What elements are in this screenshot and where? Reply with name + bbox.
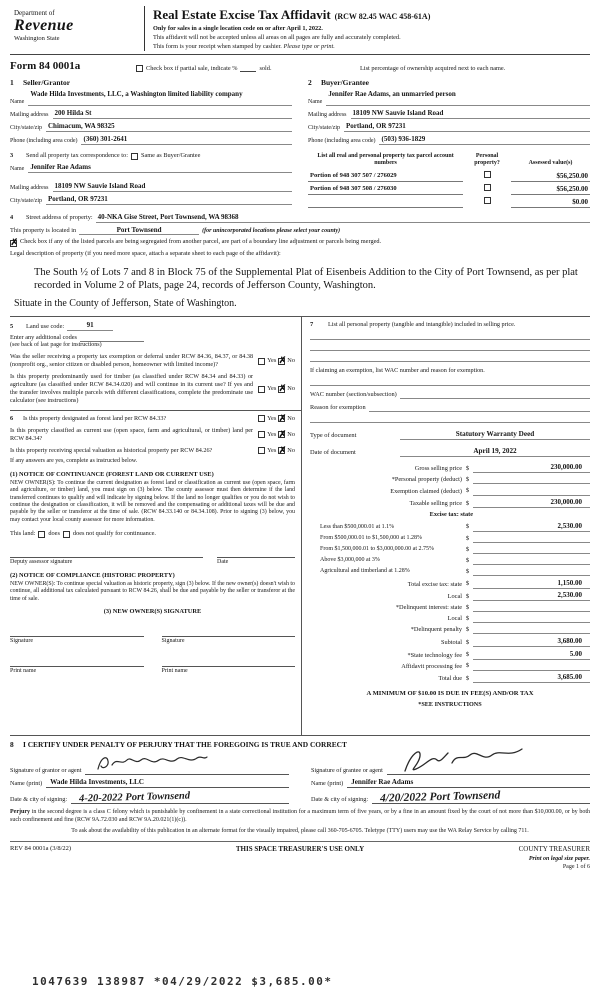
tax-tier-3-field[interactable] [473,545,590,554]
notice-compliance-body: NEW OWNER(S): To continue special valuation as historic property, sign (3) below. If the new owner(s) doesn't wish to continue, all additional tax calculated pursuant to RCW 84.26, shall be due and payable by the seller or transferor at the time of sale. [10,580,295,602]
same-as-buyer-checkbox[interactable] [131,153,138,160]
grantor-signature-icon [93,753,211,777]
tax-tier-2-field[interactable] [473,534,590,543]
exemption-claim-line[interactable] [310,376,590,386]
logo-department-of: Department of [14,9,55,17]
parcel-row [308,194,590,207]
grantor-signature-line [85,754,289,775]
delinquent-penalty-field[interactable] [473,626,590,635]
exemption-claim-label: If claiming an exemption, list WAC number and reason for exemption. [310,366,485,374]
signature-label: Signature [161,638,185,645]
new-owner-print-name-line-1[interactable] [10,659,144,667]
state-technology-fee-field[interactable]: 5.00 [473,650,590,660]
additional-codes-note: (see back of last page for instructions) [10,341,102,348]
buyer-grantee-section: 2 Buyer/Grantee Name Jennifer Rae Adams, an unmarried person Mailing address 18109 NW Sauvie Island Road City/state/zip Portland, OR 97231 Phone (including area code) (503) 936-1829 [308,78,590,145]
new-owner-signature-title: (3) NEW OWNER(S) SIGNATURE [103,608,202,616]
legal-size-note: Print on legal size paper. [528,855,590,862]
alternate-format-notice: To ask about the availability of this publication in an alternate format for the visually impaired, please call 360-705-6705. Teletype (TTY) users may use the WA Relay Service by calling 711. [71,827,529,834]
grantee-signature-line [387,754,590,775]
assessed-value-field[interactable]: $56,250.00 [511,168,590,181]
cashier-stamp: 1047639 138987 *04/29/2022 $3,685.00* [32,974,333,988]
personal-property-checkbox-3[interactable] [484,197,491,204]
correspondence-city-field[interactable]: Portland, OR 97231 [46,195,292,205]
new-owner-print-name-line-2[interactable] [162,659,296,667]
exemption-no-checkbox[interactable] [278,358,285,365]
assessed-value-column-header: Assessed value(s) [528,160,573,167]
logo-washington-state: Washington State [14,34,60,42]
exemption-yes-checkbox[interactable] [258,358,265,365]
exemption-question: Was the seller receiving a property tax exemption or deferral under RCW 84.36, 84.37, or 84.38 (nonprofit org., senior citizen or disabled person, homeowner with limited income)? [10,353,254,369]
parcel-number-field[interactable]: Portion of 948 307 508 / 276030 [308,181,463,194]
total-excise-local-field[interactable]: 2,530.00 [473,591,590,601]
type-of-document-field[interactable]: Statutory Warranty Deed [400,430,590,440]
excise-tax-state-header: Excise tax: state [429,511,473,519]
seller-name-field[interactable]: Wade Hilda Investments, LLC, a Washington limited liability company [28,90,292,106]
signature-label: Signature [10,638,33,645]
property-located-in-field[interactable]: Port Townsend [79,226,199,236]
legal-description: The South ½ of Lots 7 and 8 in Block 75 of the Supplemental Plat of Eisenbeis Addition to the City of Port Townsend, as per plat recorded in Volume 2 of Plats, page 24, records of Jefferson County, Washington. [34,266,578,292]
parcel-table-section [308,152,590,207]
header-note-1: Only for sales in a single location code on or after April 1, 2022. [153,24,323,32]
certify-statement: I CERTIFY UNDER PENALTY OF PERJURY THAT THE FOREGOING IS TRUE AND CORRECT [23,739,347,749]
unincorporated-note: (for unincorporated locations please select your county) [202,227,341,234]
county-treasurer-label: COUNTY TREASURER [518,844,590,853]
correspondence-mailing-field[interactable]: 18109 NW Sauvie Island Road [53,182,293,192]
grantee-printed-name-field[interactable]: Jennifer Rae Adams [347,778,590,788]
land-does-not-qualify-checkbox[interactable] [63,531,70,538]
parcel-table [308,153,590,207]
seller-mailing-address-field[interactable]: 200 Hilda St [53,109,293,119]
grantee-signature-block: Signature of grantee or agent Name (print) Jennifer Rae Adams Date & city of signing: 4/20/2022 Port Townsend [311,751,590,804]
form-number: Form 84 0001a [10,59,81,72]
buyer-name-field[interactable]: Jennifer Rae Adams, an unmarried person [326,90,590,106]
parcel-number-field[interactable] [308,194,463,207]
delinquent-interest-local-field[interactable] [473,615,590,624]
buyer-mailing-address-field[interactable]: 18109 NW Sauvie Island Road [351,109,591,119]
partial-sale-option: Check box if partial sale, indicate % sold. [136,65,352,73]
notice-continuance-title: (1) NOTICE OF CONTINUANCE (FOREST LAND OR CURRENT USE) [10,470,214,478]
deputy-assessor-signature-line[interactable] [10,550,203,558]
timber-no-checkbox[interactable] [278,386,285,393]
correspondence-and-parcels [10,152,590,207]
subtotal-field[interactable]: 3,680.00 [473,637,590,647]
assessed-value-field[interactable]: $56,250.00 [511,181,590,194]
property-location-section: 4 Street address of property: 40-NKA Gise Street, Port Townsend, WA 98368 This property is located in Port Townsend (for unincorporated locations please select your county) ✗ Check box if any of the listed parcels are being segregated from another parcel, are part of a boundary line adjustment or parcels being merged. Legal description of property (if you need more space, attach a separate sheet to each page of the affidavit): [10,213,590,258]
main-columns [10,316,590,736]
parcel-column-header: List all real and personal property tax parcel account numbers [317,153,454,167]
current-use-no-checkbox[interactable] [278,431,285,438]
personal-property-line-1[interactable] [310,330,590,340]
sections-5-6: 5 Land use code: 91 Enter any additional codes (see back of last page for instructions) Was the seller receiving a property tax exemption or deferral under RCW 84.36, 84.37, or 84.38 (nonprofit org., senior citizen or disabled person, homeowner with limited income)? Yes ✗ No Is this property predominantly used for timber (as classified under RCW 84.34 and 84.33) or agriculture (as classified under RCW 84.34.020) and will continue in its current use? If yes and the transfer involves multiple parcels with different classifications, complete the predominate use calculator (see instructions) Yes ✗ No 6 Is this property designated as forest land per RCW 84.33? Yes ✗ No Is this property classified as current use (open space, farm and agricultural, or timber) land per RCW 84.34? Yes ✗ No Is this property receiving special valuation as historical property per RCW 84.26? Yes ✗ No If any answers are yes, complete as instructed below. (1) NOTICE OF CONTINUANCE (FOREST LAND OR CURRENT USE) NEW OWNER(S): To continue the current designation as forest land or classification as current use (open space, farm and agriculture, or timber) land, you must sign on (3) below. The county assessor must then determine if the land transferred continues to qualify and will indicate by signing below. If the land no longer qualifies or you do not wish to continue the designation or classification, it will be removed and the compensating or additional taxes will be due and payable by the seller or transferor at the time of sale. (RCW 84.33.140 or 84.34.108). Prior to signing (3) below, you may contact your local county assessor for more information. This land: does does not qualify for continuance. Deputy assessor signature Date (2) NOTICE OF COMPLIANCE (HISTORIC PROPERTY) NEW OWNER(S): To continue special valuation as historic property, sign (3) below. If the new owner(s) doesn't wish to continue, all additional tax calculated pursuant to RCW 84.26, shall be due and payable by the seller or transferor at the time of sale. (3) NEW OWNER(S) SIGNATURE Signature Signature Print name Print name [10,317,302,735]
deputy-assessor-date-line[interactable] [217,550,295,558]
personal-property-checkbox-1[interactable] [484,171,491,178]
forest-yes-checkbox[interactable] [258,415,265,422]
seller-city-state-zip-field[interactable]: Chimacum, WA 98325 [46,122,292,132]
personal-property-label: List all personal property (tangible and intangible) included in selling price. [328,320,516,328]
section-divider [10,410,301,411]
logo-revenue: Revenue [14,16,74,34]
minimum-due-note: A MINIMUM OF $10.00 IS DUE IN FEE(S) AND/OR TAX [366,690,534,698]
dor-logo [10,6,136,51]
new-owner-signature-line-2[interactable] [162,629,296,637]
personal-property-column-header: Personal property? [474,153,500,167]
notice-compliance-title: (2) NOTICE OF COMPLIANCE (HISTORIC PROPERTY) [10,571,175,579]
seller-section-title: Seller/Grantor [23,77,71,87]
page-number: Page 1 of 6 [562,864,590,871]
gross-selling-price-field[interactable]: 230,000.00 [473,463,590,473]
footer [10,841,590,872]
forest-no-checkbox[interactable] [278,415,285,422]
affidavit-processing-fee-field[interactable] [473,662,590,671]
personal-property-line-2[interactable] [310,341,590,351]
taxable-selling-price-field[interactable]: 230,000.00 [473,498,590,508]
buyer-section-title: Buyer/Grantee [321,77,369,87]
title-rcw-reference: (RCW 82.45 WAC 458-61A) [334,12,431,21]
total-excise-state-field[interactable]: 1,150.00 [473,579,590,589]
tax-tier-1-field[interactable]: 2,530.00 [473,522,590,532]
additional-codes-field[interactable] [80,334,144,342]
if-yes-note: If any answers are yes, complete as instructed below. [10,457,138,464]
current-use-yes-checkbox[interactable] [258,431,265,438]
seller-phone-field[interactable]: (360) 301-2641 [81,135,292,145]
wac-number-field[interactable] [400,391,590,399]
situate-line: Situate in the County of Jefferson, State of Washington. [14,297,237,309]
land-use-code-field[interactable]: 91 [67,321,113,331]
personal-property-line-3[interactable] [310,352,590,362]
treasurer-space-label: THIS SPACE TREASURER'S USE ONLY [235,844,365,853]
grantor-signature-block: Signature of grantor or agent Name (print) Wade Hilda Investments, LLC Date & city of signing: 4-20-2022 Port Townsend [10,751,289,804]
print-name-label: Print name [161,667,188,674]
parties-section [10,78,590,145]
ownership-note: List percentage of ownership acquired next to each name. [360,64,506,72]
section-7: 7 List all personal property (tangible and intangible) included in selling price. If claiming an exemption, list WAC number and reason for exemption. WAC number (section/subsection) Reason for exemption Type of document Statutory Warranty Deed Date of document April 19, 2022 Gross selling price $ 230,000.00 *Personal property (deduct) $ Exemption claimed (deduct) $ Taxable selling price $ 230,000.00 Excise tax: state Less than $500,000.01 at 1.1% $ 2,530.00 From $500,000.01 to $1,500,000 at 1.28% $ From $1,500,000.01 to $3,000,000.00 at 2.75% $ Above $3,000,000 at 3% $ Agricultural and timberland at 1.28% $ Total excise tax: state $ 1,150.00 Local $ 2,530.00 *Delinquent interest: state $ Local $ *Delinquent penalty $ Subtotal $ 3,680.00 *State technology fee $ 5.00 Affidavit processing fee $ Total due $ 3,685.00 A MINIMUM OF $10.00 IS DUE IN FEE(S) AND/OR TAX *SEE INSTRUCTIONS [302,317,590,735]
historic-yes-checkbox[interactable] [258,447,265,454]
grantor-date-city-field[interactable]: 4-20-2022 Port Townsend [71,791,289,804]
parcel-row [308,168,590,181]
historic-no-checkbox[interactable] [278,447,285,454]
historic-question: Is this property receiving special valuation as historical property per RCW 84.26? [10,446,213,454]
correspondence-name-field[interactable]: Jennifer Rae Adams [28,163,292,173]
partial-sale-checkbox[interactable] [136,65,143,72]
reason-for-exemption-field[interactable] [369,404,590,412]
parcel-number-field[interactable]: Portion of 948 307 507 / 276029 [308,168,463,181]
new-owner-signature-line-1[interactable] [10,629,144,637]
land-does-qualify-checkbox[interactable] [38,531,45,538]
correspondence-section: 3 Send all property tax correspondence to: Same as Buyer/Grantee Name Jennifer Rae Adams Mailing address 18109 NW Sauvie Island Road City/state/zip Portland, OR 97231 [10,152,292,207]
header-divider [144,6,145,51]
timber-question: Is this property predominantly used for timber (as classified under RCW 84.34 and 84.33) or agriculture (as classified under RCW 84.34.020) and will continue in its current use? If yes and the transfer involves multiple parcels with different classifications, complete the predominate use calculator (see instructions) [10,373,254,405]
form-header [10,6,590,55]
grantee-date-city-field[interactable]: 4/20/2022 Port Townsend [372,791,590,804]
forest-land-question: Is this property designated as forest land per RCW 84.33? [23,414,167,422]
segregated-checkbox[interactable] [10,240,17,247]
assessed-value-field[interactable]: $0.00 [511,194,590,207]
certification-section: 8 I CERTIFY UNDER PENALTY OF PERJURY THAT THE FOREGOING IS TRUE AND CORRECT Signature of grantor or agent Name (print) Wade Hilda Investments, LLC Date & city of signing: 4-20-2022 Port Townsend Signature of grantee or agent Name (print) Jennifer Rae Adams Date & city of signing: 4/20/2022 Port Townsend [10,740,590,805]
see-instructions-note: *SEE INSTRUCTIONS [418,700,482,708]
header-note-3: This form is your receipt when stamped by cashier. Please type or print. [153,42,335,50]
grantee-signature-icon [395,745,527,777]
page-title: Real Estate Excise Tax Affidavit [153,7,331,22]
personal-property-checkbox-2[interactable] [484,184,491,191]
partial-sale-percent-field[interactable] [240,65,256,72]
notice-continuance-body: NEW OWNER(S): To continue the current designation as forest land or classification as current use (open space, farm and agriculture, or timber) land, you must sign on (3) below. The county assessor must then determine if the land transferred continues to qualify and will indicate by signing below. If the land no longer qualifies or you do not wish to continue the designation or classification, it will be removed and the compensating or additional taxes will be due and payable by the seller or transferor at the time of sale. (RCW 84.33.140 or 84.34.108). Prior to signing (3) below, you may contact your local county assessor for more information. [10,479,295,523]
total-due-field[interactable]: 3,685.00 [473,673,590,683]
deputy-date-label: Date [217,559,229,566]
street-address-field[interactable]: 40-NKA Gise Street, Port Townsend, WA 98368 [96,213,590,223]
reason-line-2[interactable] [310,413,590,423]
tax-tier-4-field[interactable] [473,557,590,566]
buyer-phone-field[interactable]: (503) 936-1829 [379,135,590,145]
grantor-printed-name-field[interactable]: Wade Hilda Investments, LLC [46,778,289,788]
parcel-row [308,181,590,194]
current-use-question: Is this property classified as current use (open space, farm and agricultural, or timber) land per RCW 84.34? [10,427,254,442]
exemption-claimed-deduct-field[interactable] [473,487,590,496]
buyer-city-state-zip-field[interactable]: Portland, OR 97231 [344,122,590,132]
agricultural-timberland-field[interactable] [473,568,590,577]
form-number-row [10,59,590,73]
timber-yes-checkbox[interactable] [258,386,265,393]
seller-grantor-section: 1 Seller/Grantor Name Wade Hilda Investments, LLC, a Washington limited liability company Mailing address 200 Hilda St City/state/zip Chimacum, WA 98325 Phone (including area code) (360) 301-2641 [10,78,292,145]
print-name-label: Print name [10,667,37,674]
rev-form-number: REV 84 0001a (3/8/22) [10,844,72,852]
header-note-2: This affidavit will not be accepted unless all areas on all pages are fully and accurately completed. [153,33,401,41]
personal-property-deduct-field[interactable] [473,476,590,485]
delinquent-interest-state-field[interactable] [473,604,590,613]
date-of-document-field[interactable]: April 19, 2022 [400,447,590,457]
deputy-signature-label: Deputy assessor signature [10,559,73,566]
perjury-notice: Perjury in the second degree is a class C felony which is punishable by confinement in a state correctional institution for a maximum term of five years, or by a fine in an amount fixed by the court of not more than $10,000.00, or by both such confinement and fine (RCW 9A.72.030 and RCW 9A.20.021(1)(c)). [10,809,590,824]
